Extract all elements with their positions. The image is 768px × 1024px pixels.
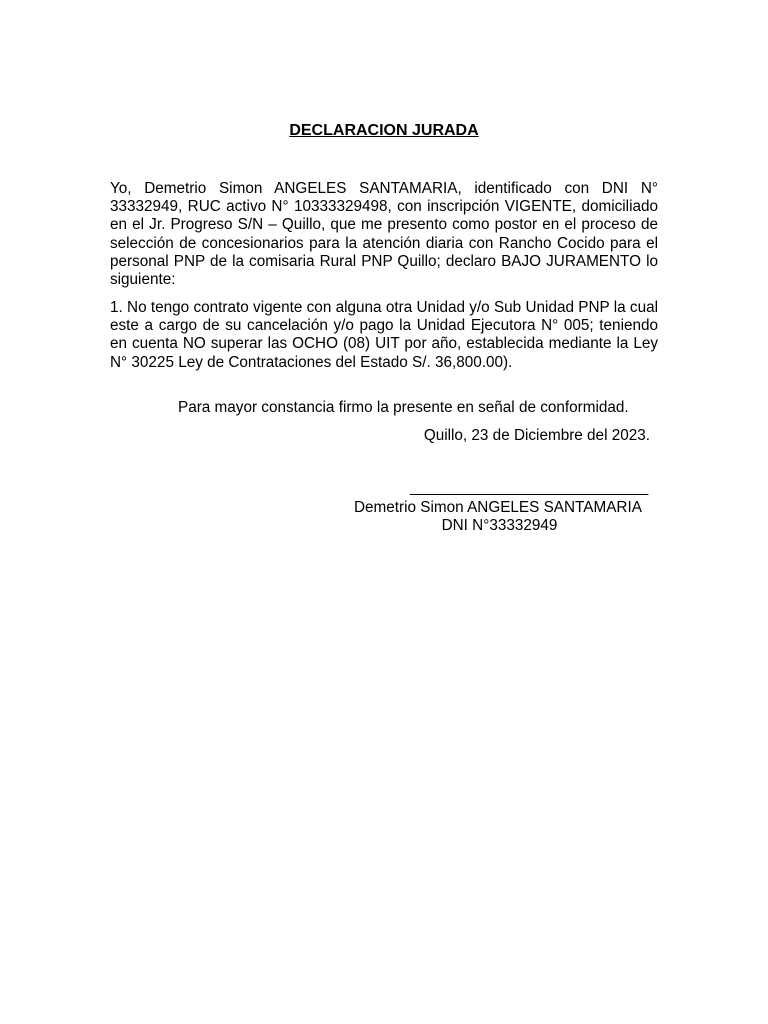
declaration-item-1: 1. No tengo contrato vigente con alguna otra Unidad y/o Sub Unidad PNP la cual este a cargo de su cancelación y/o pago la Unidad Ejecutora N° 005; teniendo en cuenta NO superar las OCHO (08) UIT por año, establecida mediante la Ley N° 30225 Ley de Contrataciones del Estado S/. 36,800.00).	[110, 299, 658, 371]
signer-dni: DNI N°33332949	[441, 517, 558, 534]
signature-line: ____________________________	[410, 479, 649, 496]
declaration-paragraph: Yo, Demetrio Simon ANGELES SANTAMARIA, identificado con DNI N° 33332949, RUC activo N° 10333329498, con inscripción VIGENTE, domiciliado en el Jr. Progreso S/N – Quillo, que me presento como postor en el proceso de selección de concesionarios para la atención diaria con Rancho Cocido para el personal PNP de la comisaria Rural PNP Quillo; declaro BAJO JURAMENTO lo siguiente:	[110, 180, 658, 289]
document-title: DECLARACION JURADA	[289, 122, 479, 139]
closing-statement: Para mayor constancia firmo la presente en señal de conformidad.	[178, 399, 629, 416]
signer-name: Demetrio Simon ANGELES SANTAMARIA	[354, 499, 642, 516]
place-date: Quillo, 23 de Diciembre del 2023.	[423, 427, 650, 444]
